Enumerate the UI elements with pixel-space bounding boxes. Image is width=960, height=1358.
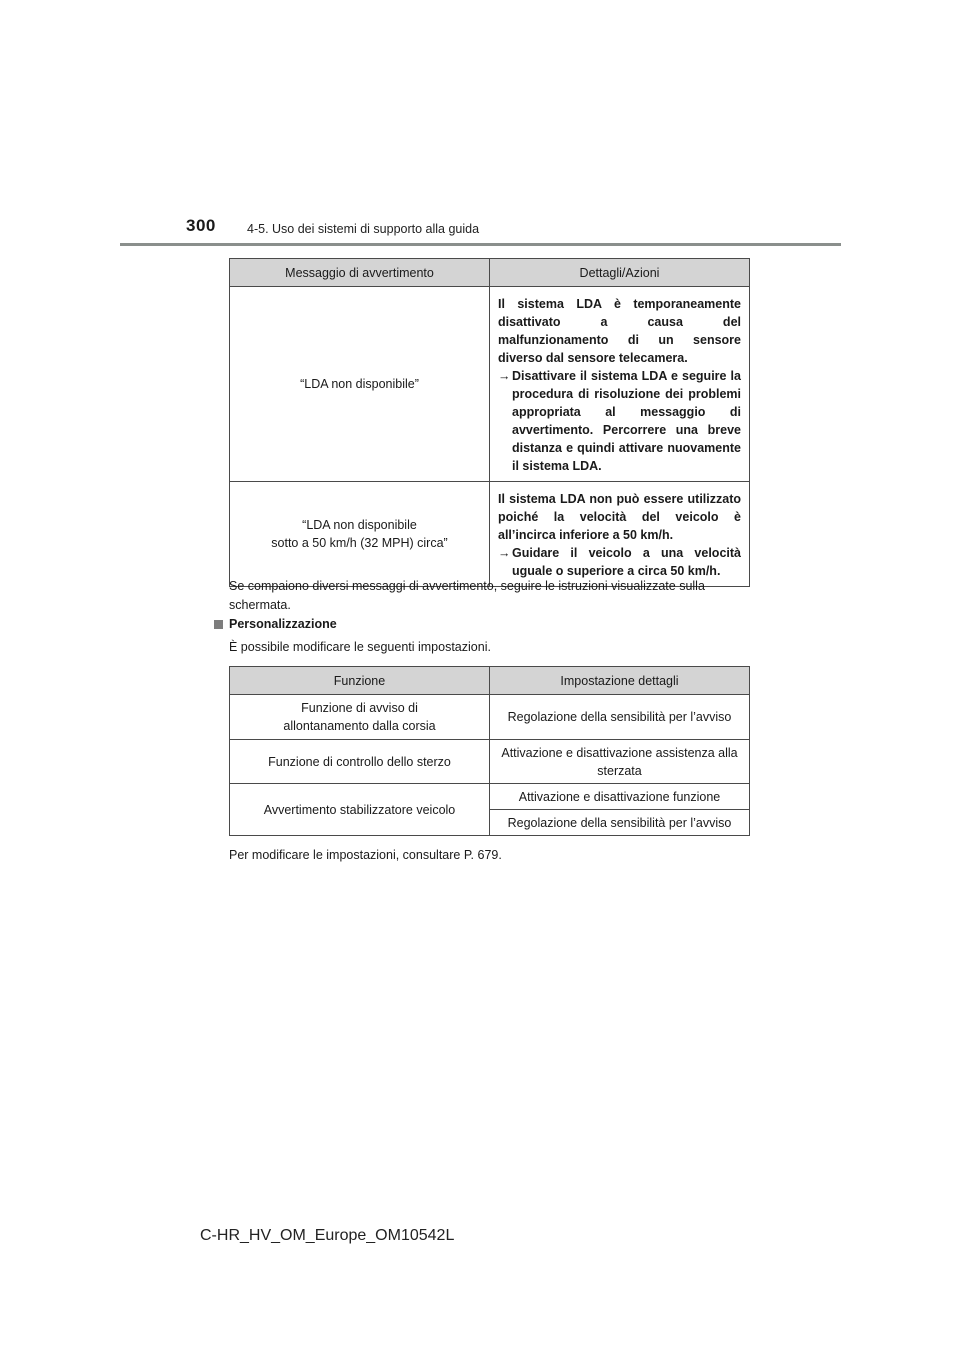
details-text: Il sistema LDA non può essere utilizzato poiché la velocità del veicolo è all’incirca inferiore a 50 km/h. bbox=[498, 492, 741, 542]
table-row bbox=[230, 287, 750, 482]
warning-message-cell bbox=[230, 482, 490, 587]
setting-cell: Regolazione della sensibilità per l’avviso bbox=[490, 695, 750, 740]
personalization-title: Personalizzazione bbox=[229, 617, 337, 631]
warning-message-text: “LDA non disponibile” bbox=[300, 377, 419, 391]
settings-reference-note: Per modificare le impostazioni, consultare P. 679. bbox=[229, 848, 502, 862]
table-row bbox=[230, 740, 750, 784]
table-header-row bbox=[230, 259, 750, 287]
warning-message-line: “LDA non disponibile bbox=[302, 518, 417, 532]
manual-code: C-HR_HV_OM_Europe_OM10542L bbox=[200, 1227, 455, 1244]
function-line: allontanamento dalla corsia bbox=[283, 719, 436, 733]
header-divider bbox=[120, 243, 841, 246]
personalization-intro: È possibile modificare le seguenti impostazioni. bbox=[229, 640, 491, 654]
setting-cell: Regolazione della sensibilità per l’avviso bbox=[490, 810, 750, 836]
arrow-right-icon: → bbox=[498, 369, 511, 383]
page-number: 300 bbox=[186, 216, 216, 235]
multiple-messages-note: Se compaiono diversi messaggi di avvertimento, seguire le istruzioni visualizzate sulla schermata. bbox=[229, 579, 705, 612]
action-item bbox=[498, 544, 741, 580]
column-header-setting: Impostazione dettagli bbox=[490, 667, 750, 695]
action-item bbox=[498, 367, 741, 475]
settings-table bbox=[229, 666, 750, 836]
action-text: Disattivare il sistema LDA e seguire la procedura di risoluzione dei problemi appropriata al messaggio di avvertimento. Percorrere una breve distanza e quindi attivare nuovamente il sistema LDA. bbox=[512, 369, 741, 473]
function-cell bbox=[230, 695, 490, 740]
column-header-details: Dettagli/Azioni bbox=[490, 259, 750, 287]
square-bullet-icon bbox=[214, 620, 223, 629]
warning-message-line: sotto a 50 km/h (32 MPH) circa” bbox=[271, 536, 448, 550]
function-line: Funzione di avviso di bbox=[301, 701, 418, 715]
function-cell: Avvertimento stabilizzatore veicolo bbox=[230, 784, 490, 836]
section-title: 4-5. Uso dei sistemi di supporto alla guida bbox=[247, 222, 480, 236]
table-row bbox=[230, 482, 750, 587]
personalization-heading bbox=[214, 617, 337, 631]
table-row bbox=[230, 695, 750, 740]
setting-cell: Attivazione e disattivazione funzione bbox=[490, 784, 750, 810]
column-header-function: Funzione bbox=[230, 667, 490, 695]
details-text: Il sistema LDA è temporaneamente disattivato a causa del malfunzionamento di un sensore diverso dal sensore telecamera. bbox=[498, 297, 741, 365]
details-cell bbox=[490, 287, 750, 482]
table-row bbox=[230, 784, 750, 810]
column-header-message: Messaggio di avvertimento bbox=[230, 259, 490, 287]
warning-message-cell bbox=[230, 287, 490, 482]
warning-message-table bbox=[229, 258, 750, 587]
table-header-row bbox=[230, 667, 750, 695]
setting-cell: Attivazione e disattivazione assistenza alla sterzata bbox=[490, 740, 750, 784]
function-cell: Funzione di controllo dello sterzo bbox=[230, 740, 490, 784]
details-cell bbox=[490, 482, 750, 587]
action-text: Guidare il veicolo a una velocità uguale o superiore a circa 50 km/h. bbox=[512, 546, 741, 578]
arrow-right-icon: → bbox=[498, 546, 511, 560]
